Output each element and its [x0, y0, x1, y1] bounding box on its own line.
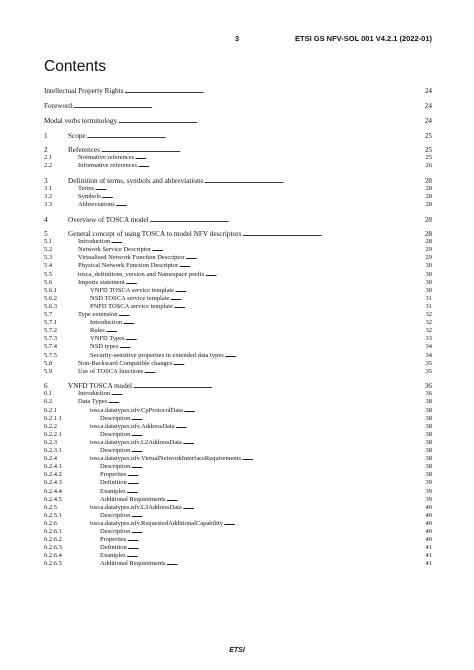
toc-entry-number: 6.2.1.1	[44, 414, 62, 422]
toc-entry-title: Definition of terms, symbols and abbreviations	[68, 176, 204, 185]
toc-entry-number: 6.2.6.3	[44, 544, 62, 552]
toc-entry-page: 38	[425, 447, 432, 454]
toc-entry-title: Description	[100, 528, 131, 535]
toc-leader-dots	[131, 416, 424, 423]
toc-entry-number: 6.2.5.1	[44, 511, 62, 519]
toc-entry-title: Non-Backward Compatible changes	[78, 359, 173, 367]
toc-leader-dots	[119, 344, 424, 351]
toc-leader-dots	[144, 369, 424, 376]
toc-leader-dots	[183, 505, 425, 512]
toc-entry-title: Overview of TOSCA model	[68, 215, 149, 224]
toc-entry-number: 6.2.6	[44, 519, 57, 527]
toc-entry[interactable]	[44, 361, 432, 368]
toc-entry[interactable]	[44, 118, 432, 125]
toc-entry-page: 38	[425, 471, 432, 479]
toc-leader-dots	[174, 304, 425, 311]
toc-entry-number: 6.2.3.1	[44, 447, 62, 454]
toc-entry-title: Introduction	[78, 238, 111, 246]
page-title: Contents	[44, 58, 107, 75]
toc-entry-title: Imports statement	[78, 278, 125, 286]
toc-entry-number: 6	[44, 382, 48, 391]
toc-entry-number: 3.2	[44, 192, 53, 200]
toc-leader-dots	[183, 440, 425, 447]
toc-entry-page: 39	[425, 479, 432, 487]
toc-entry[interactable]	[44, 186, 432, 193]
toc-entry-title: VNFD TOSCA service template	[90, 286, 175, 294]
toc-entry[interactable]	[44, 178, 432, 185]
toc-entry[interactable]	[44, 561, 432, 568]
toc-entry-number: 5.4	[44, 262, 53, 270]
page-number: 3	[234, 34, 240, 43]
toc-entry-page: 24	[424, 117, 432, 125]
toc-entry[interactable]	[44, 497, 432, 504]
toc-entry[interactable]	[44, 399, 432, 406]
toc-entry-page: 33	[425, 335, 432, 343]
toc-entry-title: Data Types	[78, 398, 108, 406]
toc-leader-dots	[127, 537, 424, 544]
toc-entry-number: 4	[44, 215, 48, 224]
toc-entry-page: 38	[425, 406, 432, 414]
toc-entry-number: 5.9	[44, 367, 53, 375]
footer-publisher: ETSI	[229, 647, 245, 654]
toc-entry-page: 36	[424, 382, 432, 391]
toc-entry[interactable]	[44, 320, 432, 327]
toc-entry-number: 6.2.6.4	[44, 552, 62, 560]
toc-leader-dots	[131, 529, 424, 536]
toc-entry[interactable]	[44, 103, 432, 110]
toc-entry-page: 30	[425, 262, 432, 270]
toc-entry-page: 34	[425, 351, 432, 359]
toc-entry[interactable]	[44, 383, 432, 390]
toc-entry-title: Description	[100, 430, 131, 438]
toc-entry-title: Introduction	[90, 319, 123, 327]
toc-entry-title: tosca.datatypes.nfv.RequestedAdditionalCapability	[90, 519, 223, 527]
toc-leader-dots	[167, 561, 425, 568]
toc-entry-title: Scope	[68, 131, 86, 140]
toc-entry-page: 32	[425, 319, 432, 327]
toc-entry-page: 41	[425, 552, 432, 560]
toc-leader-dots	[101, 147, 424, 154]
toc-entry[interactable]	[44, 133, 432, 140]
toc-entry[interactable]	[44, 88, 432, 95]
toc-entry-page: 38	[425, 463, 432, 471]
toc-entry-number: 6.2.5	[44, 503, 57, 511]
toc-entry[interactable]	[44, 296, 432, 303]
toc-leader-dots	[108, 399, 424, 406]
toc-entry-title: PNFD TOSCA service template	[90, 302, 173, 310]
toc-leader-dots	[224, 521, 425, 528]
toc-entry-title: tosca_definitions_version and Namespace prefix	[78, 270, 205, 278]
toc-entry[interactable]	[44, 336, 432, 343]
toc-entry-page: 38	[425, 398, 432, 406]
toc-leader-dots	[123, 320, 424, 327]
toc-entry-page: 41	[425, 560, 432, 568]
toc-leader-dots	[87, 133, 424, 140]
toc-entry-title: Type extension	[78, 311, 118, 318]
toc-entry-number: 6.1	[44, 390, 53, 398]
toc-entry-page: 40	[425, 536, 432, 544]
toc-entry-number: 5.7.1	[44, 319, 57, 327]
toc-entry-number: 6.2.4.2	[44, 471, 62, 479]
toc-entry[interactable]	[44, 408, 432, 415]
toc-entry[interactable]	[44, 440, 432, 447]
toc-entry-number: 6.2	[44, 398, 53, 406]
toc-entry-title: tosca.datatypes.nfv.L3AddressData	[90, 503, 182, 511]
toc-leader-dots	[206, 272, 425, 279]
toc-entry-title: Definition	[100, 479, 127, 487]
table-of-contents	[44, 0, 432, 670]
toc-entry-page: 28	[425, 201, 432, 208]
toc-entry-page: 25	[424, 131, 432, 140]
toc-entry-page: 35	[425, 359, 432, 367]
toc-leader-dots	[118, 312, 424, 319]
toc-entry-page: 30	[425, 270, 432, 278]
toc-entry-title: Informative references	[78, 162, 138, 170]
toc-entry[interactable]	[44, 312, 432, 319]
toc-entry-page: 28	[424, 215, 432, 224]
toc-entry[interactable]	[44, 369, 432, 376]
toc-entry-number: 6.2.2.1	[44, 430, 62, 438]
toc-entry-page: 29	[425, 254, 432, 262]
toc-entry-title: tosca.datatypes.nfv.L2AddressData	[90, 438, 182, 446]
toc-entry-title: NSD TOSCA service template	[90, 294, 170, 302]
toc-entry-title: Properties	[100, 536, 127, 544]
toc-entry[interactable]	[44, 194, 432, 201]
toc-entry-title: References	[68, 146, 100, 154]
toc-entry-number: 5.8	[44, 359, 53, 367]
toc-leader-dots	[131, 513, 424, 520]
toc-entry-page: 38	[425, 414, 432, 422]
toc-leader-dots	[116, 202, 425, 209]
toc-entry[interactable]	[44, 480, 432, 487]
toc-leader-dots	[124, 88, 423, 95]
toc-entry-number: 6.2.4	[44, 455, 57, 463]
toc-entry-page: 28	[424, 176, 432, 185]
toc-leader-dots	[186, 255, 425, 262]
toc-entry-page: 40	[425, 503, 432, 511]
toc-entry-page: 38	[425, 430, 432, 438]
toc-entry[interactable]	[44, 505, 432, 512]
toc-entry-page: 35	[425, 367, 432, 375]
toc-entry-number: 5.7	[44, 311, 53, 318]
toc-entry[interactable]	[44, 513, 432, 520]
toc-entry[interactable]	[44, 464, 432, 471]
toc-entry-number: 6.2.2	[44, 422, 57, 430]
toc-entry-page: 38	[425, 422, 432, 430]
toc-entry[interactable]	[44, 280, 432, 287]
toc-entry-number: 5.6.3	[44, 302, 57, 310]
toc-entry[interactable]	[44, 537, 432, 544]
toc-entry[interactable]	[44, 521, 432, 528]
toc-entry-number: 2	[44, 146, 48, 154]
toc-leader-dots	[118, 118, 424, 125]
toc-leader-dots	[176, 424, 425, 431]
toc-entry[interactable]	[44, 255, 432, 262]
toc-leader-dots	[131, 464, 424, 471]
toc-entry[interactable]	[44, 553, 432, 560]
toc-entry-number: 5.7.5	[44, 351, 57, 359]
toc-leader-dots	[179, 263, 424, 270]
toc-leader-dots	[131, 448, 424, 455]
toc-entry-number: 6.2.4.4	[44, 487, 62, 495]
toc-entry-title: Introduction	[78, 390, 111, 398]
toc-leader-dots	[106, 328, 425, 335]
toc-entry[interactable]	[44, 304, 432, 311]
toc-entry[interactable]	[44, 247, 432, 254]
toc-entry-page: 28	[424, 230, 432, 238]
toc-entry-title: Symbols	[78, 192, 101, 200]
toc-entry[interactable]	[44, 472, 432, 479]
toc-entry-number: 5.7.4	[44, 343, 57, 351]
toc-entry-page: 39	[425, 487, 432, 495]
toc-entry-page: 30	[425, 286, 432, 294]
toc-entry-page: 26	[425, 162, 432, 170]
toc-entry-page: 24	[424, 87, 432, 95]
toc-entry-number: 5.1	[44, 238, 53, 246]
toc-entry-number: 6.2.6.1	[44, 528, 62, 535]
toc-entry-page: 36	[425, 390, 432, 398]
toc-leader-dots	[131, 432, 424, 439]
toc-entry-page: 25	[424, 146, 432, 154]
toc-leader-dots	[135, 155, 424, 162]
toc-entry[interactable]	[44, 391, 432, 398]
toc-entry-title: Additional Requirements	[100, 495, 166, 503]
toc-entry-page: 28	[425, 192, 432, 200]
toc-entry-title: Description	[100, 447, 131, 454]
toc-entry-number: 5.6.1	[44, 286, 57, 294]
toc-entry-number: 6.2.4.5	[44, 495, 62, 503]
toc-entry[interactable]	[44, 456, 432, 463]
toc-leader-dots	[128, 545, 425, 552]
toc-entry-number: 5.3	[44, 254, 53, 262]
toc-leader-dots	[127, 553, 425, 560]
toc-entry[interactable]	[44, 263, 432, 270]
toc-entry-title: Abbreviations	[78, 201, 115, 208]
toc-entry[interactable]	[44, 155, 432, 162]
toc-entry[interactable]	[44, 239, 432, 246]
toc-entry-page: 38	[425, 438, 432, 446]
toc-entry-title: Definition	[100, 544, 127, 552]
toc-leader-dots	[133, 383, 424, 390]
toc-entry-title: General concept of using TOSCA to model NFV descriptors	[68, 230, 242, 238]
toc-entry-number: 6.2.1	[44, 406, 57, 414]
toc-entry-page: 38	[425, 455, 432, 463]
toc-entry-page: 28	[425, 184, 432, 192]
toc-leader-dots	[204, 178, 423, 185]
toc-entry-title: Examples	[100, 487, 126, 495]
toc-entry-title: tosca.datatypes.nfv.AddressData	[90, 422, 175, 430]
toc-entry-number: 2.2	[44, 162, 53, 170]
toc-entry-number: 5.7.2	[44, 327, 57, 335]
toc-leader-dots	[150, 217, 424, 224]
toc-entry-number: 1	[44, 131, 48, 140]
toc-entry-page: 30	[425, 278, 432, 286]
toc-entry-page: 29	[425, 246, 432, 254]
toc-entry-page: 32	[425, 327, 432, 335]
toc-entry-page: 32	[425, 311, 432, 318]
toc-entry-number: 5.6.2	[44, 294, 57, 302]
toc-entry-number: 6.2.4.1	[44, 463, 62, 471]
toc-entry-title: Additional Requirements	[100, 560, 166, 568]
toc-entry[interactable]	[44, 353, 432, 360]
toc-entry-title: Description	[100, 414, 131, 422]
toc-leader-dots	[127, 489, 425, 496]
toc-entry-page: 31	[425, 294, 432, 302]
toc-entry[interactable]	[44, 489, 432, 496]
toc-entry-title: tosca.datatypes.nfv.CpProtocolData	[90, 406, 183, 414]
toc-entry-title: Intellectual Property Rights	[44, 87, 124, 95]
toc-entry-title: Modal verbs terminology	[44, 117, 118, 125]
toc-entry-title: Description	[100, 463, 131, 471]
toc-leader-dots	[126, 336, 425, 343]
toc-entry-title: Examples	[100, 552, 126, 560]
toc-entry-title: Security-sensitive properties in extended data types	[90, 351, 224, 359]
toc-leader-dots	[111, 391, 424, 398]
toc-leader-dots	[73, 103, 424, 110]
toc-entry-page: 40	[425, 519, 432, 527]
toc-entry-title: Normative references	[78, 154, 135, 162]
toc-entry[interactable]	[44, 448, 432, 455]
toc-entry-page: 40	[425, 528, 432, 535]
toc-entry-page: 39	[425, 495, 432, 503]
toc-entry-title: Virtualised Network Function Descriptor	[78, 254, 185, 262]
toc-entry-title: tosca.datatypes.nfv.VirtualNetworkInterfaceRequirements	[90, 455, 241, 463]
toc-entry[interactable]	[44, 202, 432, 209]
toc-entry[interactable]	[44, 217, 432, 224]
toc-entry[interactable]	[44, 344, 432, 351]
toc-leader-dots	[111, 239, 424, 246]
toc-entry-number: 6.2.6.2	[44, 536, 62, 544]
toc-leader-dots	[225, 353, 425, 360]
toc-entry-number: 5.7.3	[44, 335, 57, 343]
toc-leader-dots	[152, 247, 425, 254]
toc-entry-title: Foreword	[44, 102, 72, 110]
toc-entry-page: 24	[424, 102, 432, 110]
toc-entry-title: Use of TOSCA functions	[78, 367, 144, 375]
toc-entry-page: 31	[425, 302, 432, 310]
toc-entry-number: 6.2.4.3	[44, 479, 62, 487]
toc-entry-title: VNFD Types	[90, 335, 125, 343]
toc-leader-dots	[102, 194, 425, 201]
toc-leader-dots	[242, 231, 424, 238]
toc-entry-title: Rules	[90, 327, 105, 335]
document-reference: ETSI GS NFV-SOL 001 V4.2.1 (2022-01)	[294, 34, 432, 43]
toc-entry[interactable]	[44, 416, 432, 423]
toc-leader-dots	[175, 288, 424, 295]
toc-entry-page: 34	[425, 343, 432, 351]
toc-leader-dots	[184, 408, 425, 415]
toc-entry-page: 28	[425, 238, 432, 246]
toc-entry-page: 25	[425, 154, 432, 162]
toc-entry-number: 5.2	[44, 246, 53, 254]
toc-entry-number: 6.2.6.5	[44, 560, 62, 568]
toc-entry[interactable]	[44, 163, 432, 170]
toc-leader-dots	[95, 186, 424, 193]
toc-entry-title: Network Service Descriptor	[78, 246, 151, 254]
toc-entry-title: VNFD TOSCA model	[68, 382, 133, 391]
toc-entry-number: 6.2.3	[44, 438, 57, 446]
toc-entry[interactable]	[44, 529, 432, 536]
toc-entry[interactable]	[44, 432, 432, 439]
toc-entry-title: Terms	[78, 184, 95, 192]
toc-entry[interactable]	[44, 288, 432, 295]
toc-entry-number: 3.1	[44, 184, 53, 192]
toc-leader-dots	[167, 497, 425, 504]
toc-entry-number: 3	[44, 176, 48, 185]
toc-entry-number: 5	[44, 230, 48, 238]
toc-entry[interactable]	[44, 545, 432, 552]
toc-entry-title: NSD types	[90, 343, 119, 351]
toc-entry-title: Properties	[100, 471, 127, 479]
toc-entry-number: 3.3	[44, 201, 53, 208]
toc-entry-page: 41	[425, 544, 432, 552]
toc-leader-dots	[173, 361, 424, 368]
toc-entry-title: Description	[100, 511, 131, 519]
toc-entry-number: 2.1	[44, 154, 53, 162]
toc-entry[interactable]	[44, 272, 432, 279]
toc-entry-page: 40	[425, 511, 432, 519]
toc-leader-dots	[170, 296, 424, 303]
toc-leader-dots	[138, 163, 424, 170]
toc-leader-dots	[126, 280, 425, 287]
toc-entry-title: Physical Network Function Descriptor	[78, 262, 179, 270]
toc-leader-dots	[127, 472, 424, 479]
toc-entry-number: 5.6	[44, 278, 53, 286]
toc-leader-dots	[242, 456, 425, 463]
toc-entry-number: 5.5	[44, 270, 53, 278]
toc-entry[interactable]	[44, 328, 432, 335]
toc-leader-dots	[128, 480, 425, 487]
toc-entry[interactable]	[44, 424, 432, 431]
